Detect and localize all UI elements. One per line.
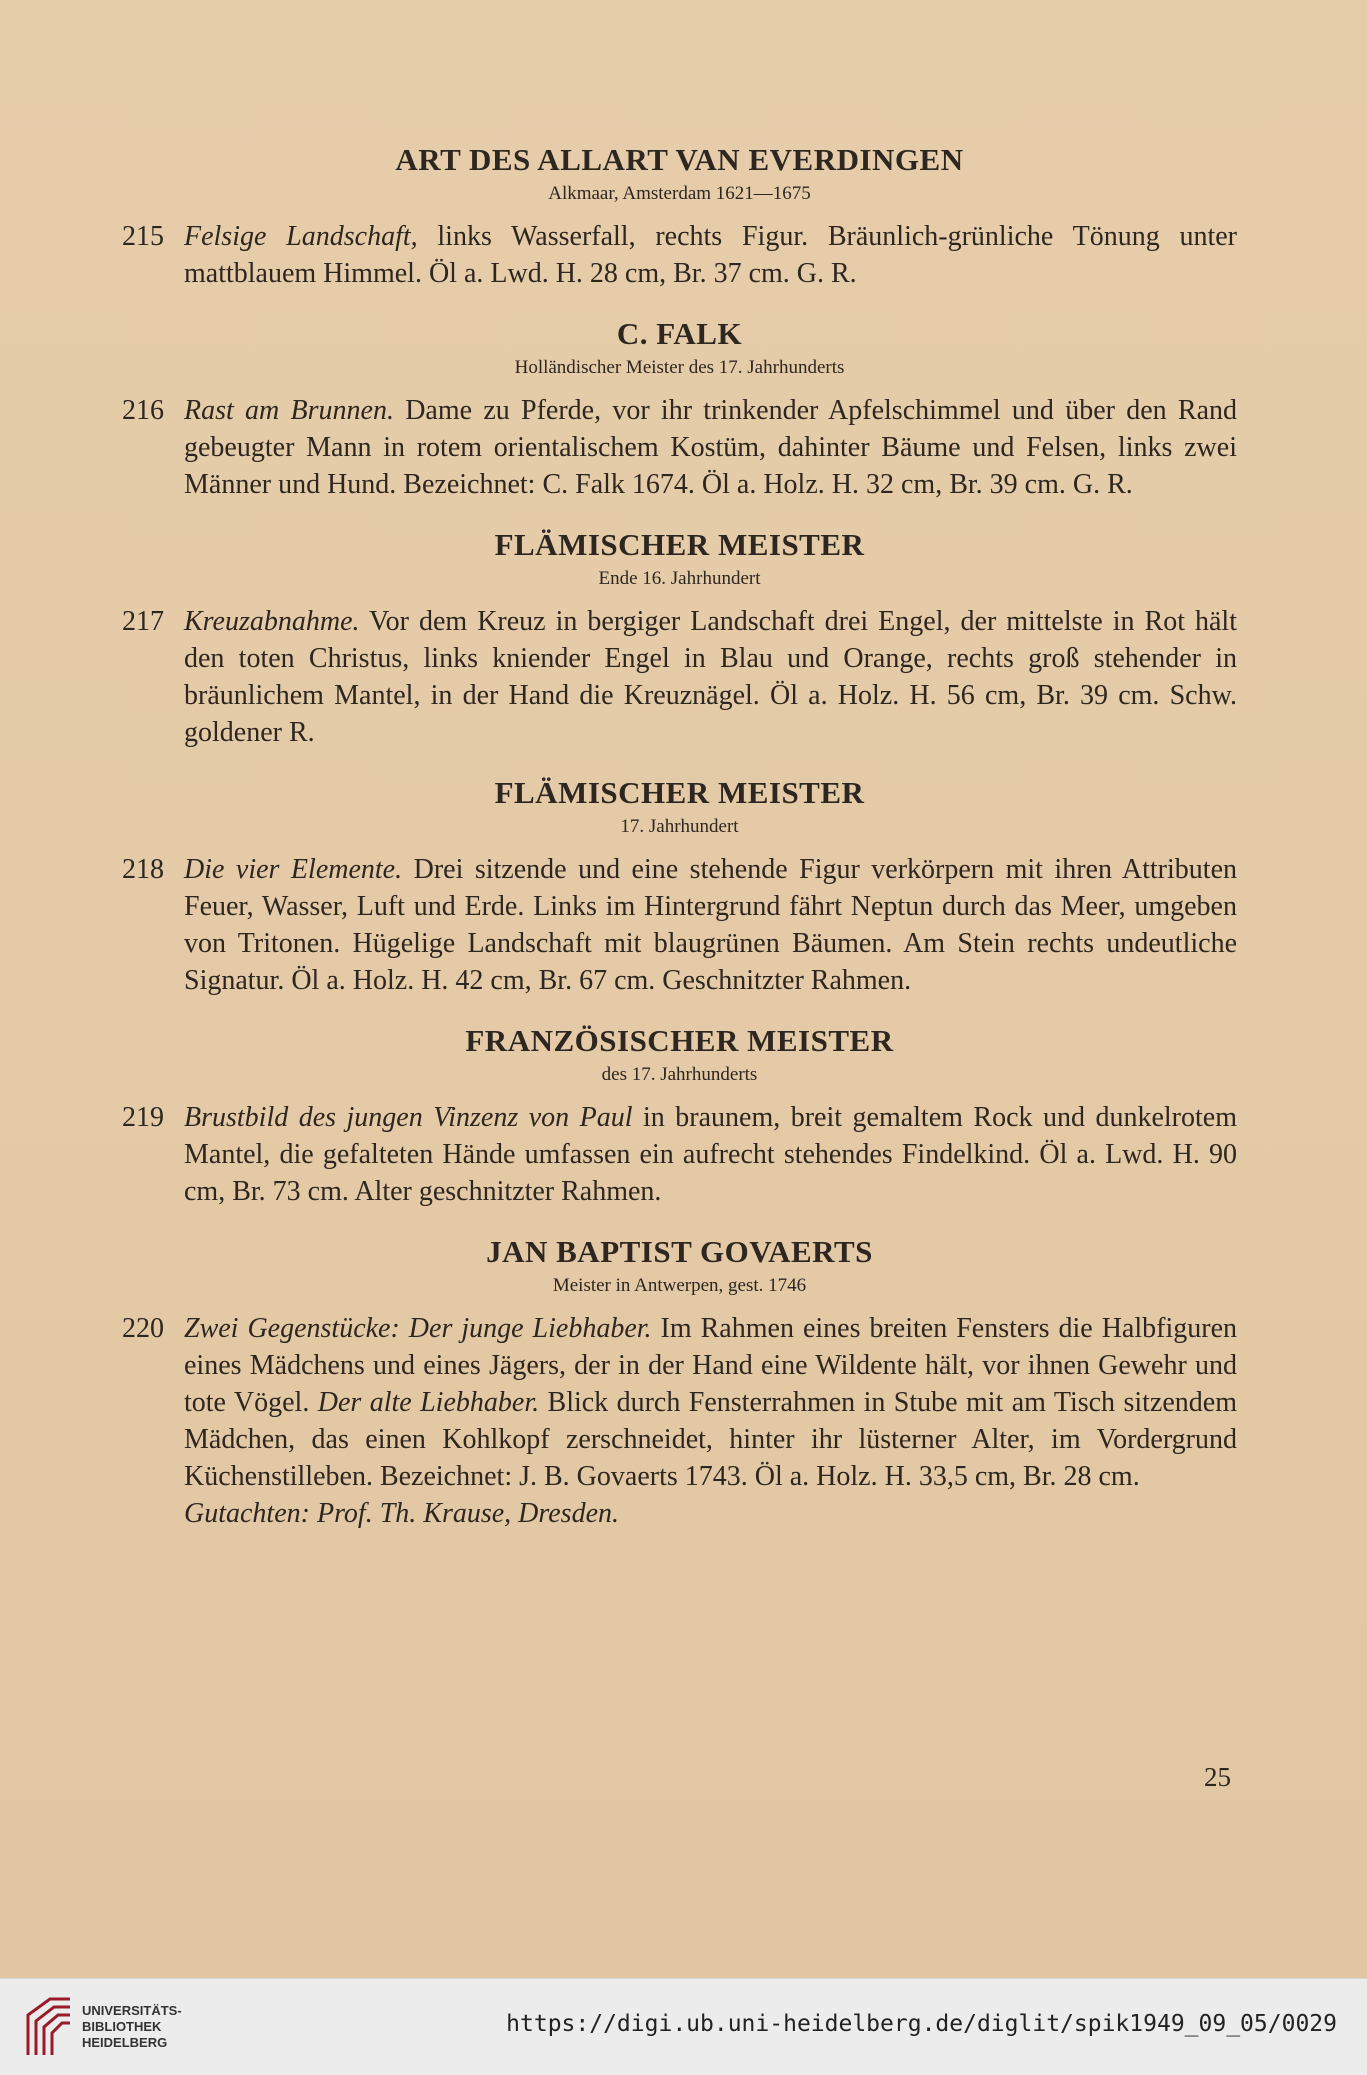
entry-note: Gutachten: Prof. Th. Krause, Dresden. [184, 1498, 619, 1529]
entry-text [184, 218, 1237, 292]
entry-title: Rast am Brunnen. [184, 395, 394, 426]
entry-description: Drei sitzende und eine stehende Figur verkörpern mit ihren Attributen Feuer, Wasser, Luft und Erde. Links im Hintergrund fährt Neptun durch das Meer, umgeben von Tritonen. Hügelige Landschaft mit blaugrünen Bäumen. Am Stein rechts undeutliche Signatur. Öl a. Holz. H. 42 cm, Br. 67 cm. Geschnitzter Rahmen. [184, 854, 1237, 996]
artist-subtitle: Alkmaar, Amsterdam 1621—1675 [548, 183, 811, 204]
entry-number: 219 [122, 1102, 164, 1133]
entry-text [184, 603, 1237, 751]
catalog-entry-219 [122, 1099, 1237, 1210]
artist-heading: FRANZÖSISCHER MEISTER [465, 1023, 894, 1058]
artist-subtitle: des 17. Jahrhunderts [601, 1064, 758, 1085]
entry-description-2: Blick durch Fensterrahmen in Stube mit am Tisch sitzendem Mädchen, das einen Kohlkopf zerschneidet, hinter ihr lüsterner Alter, im Vordergrund Küchenstilleben. Bezeichnet: J. B. Govaerts 1743. Öl a. Holz. H. 33,5 cm, Br. 28 cm. [184, 1387, 1237, 1492]
catalog-entry-217 [122, 603, 1237, 751]
footer-bar [0, 1978, 1367, 2075]
artist-heading: ART DES ALLART VAN EVERDINGEN [395, 142, 964, 177]
entry-description: links Wasserfall, rechts Figur. Bräunlich-grünliche Tönung unter mattblauem Himmel. Öl a. Lwd. H. 28 cm, Br. 37 cm. G. R. [184, 221, 1237, 289]
entry-title: Brustbild des jungen Vinzenz von Paul [184, 1102, 633, 1133]
artist-heading: FLÄMISCHER MEISTER [494, 775, 865, 810]
catalog-entry-218 [122, 851, 1237, 999]
entry-title: Die vier Elemente. [184, 854, 403, 885]
catalog-entry-220 [122, 1310, 1237, 1532]
library-logo-icon [24, 1995, 74, 2059]
library-name-line: HEIDELBERG [82, 2035, 168, 2050]
entry-description: Im Rahmen eines breiten Fensters die Halbfiguren eines Mädchens und eines Jägers, der in der Hand eine Wildente hält, vor ihnen Gewehr und tote Vögel. [184, 1313, 1237, 1418]
page-content [122, 140, 1237, 1554]
entry-title: Kreuzabnahme. [184, 606, 360, 637]
entry-description: Dame zu Pferde, vor ihr trinkender Apfelschimmel und über den Rand gebeugter Mann in rotem orientalischem Kostüm, dahinter Bäume und Felsen, links zwei Männer und Hund. Bezeichnet: C. Falk 1674. Öl a. Holz. H. 32 cm, Br. 39 cm. G. R. [184, 395, 1237, 500]
library-name [82, 2003, 182, 2051]
entry-number: 216 [122, 395, 164, 426]
entry-title-2: Der alte Liebhaber. [309, 1387, 540, 1418]
entry-text [184, 851, 1237, 999]
artist-subtitle: Meister in Antwerpen, gest. 1746 [552, 1275, 807, 1296]
library-name-line: BIBLIOTHEK [82, 2019, 162, 2034]
artist-subtitle: 17. Jahrhundert [620, 816, 739, 837]
entry-number: 215 [122, 221, 164, 252]
entry-title: Zwei Gegenstücke: Der junge Liebhaber. [184, 1313, 652, 1344]
entry-number: 218 [122, 854, 164, 885]
artist-heading: JAN BAPTIST GOVAERTS [486, 1234, 873, 1269]
artist-heading: C. FALK [616, 316, 743, 351]
source-url-link[interactable]: https://digi.ub.uni-heidelberg.de/diglit/spik1949_09_05/0029 [506, 2011, 1337, 2037]
page-number: 25 [1204, 1762, 1231, 1792]
entry-description: in braunem, breit gemaltem Rock und dunkelrotem Mantel, die gefalteten Hände umfassen ein aufrecht stehendes Findelkind. Öl a. Lwd. H. 90 cm, Br. 73 cm. Alter geschnitzter Rahmen. [184, 1102, 1237, 1207]
entry-text [184, 1310, 1237, 1532]
entry-text [184, 392, 1237, 503]
entry-description: Vor dem Kreuz in bergiger Landschaft drei Engel, der mittelste in Rot hält den toten Christus, links kniender Engel in Blau und Orange, rechts groß stehender in bräunlichem Mantel, in der Hand die Kreuznägel. Öl a. Holz. H. 56 cm, Br. 39 cm. Schw. goldener R. [184, 606, 1237, 748]
entry-number: 217 [122, 606, 164, 637]
catalog-entry-215 [122, 218, 1237, 292]
artist-heading: FLÄMISCHER MEISTER [494, 527, 865, 562]
entry-title: Felsige Landschaft, [184, 221, 418, 252]
artist-subtitle: Ende 16. Jahrhundert [598, 568, 761, 589]
entry-text [184, 1099, 1237, 1210]
library-name-line: UNIVERSITÄTS- [82, 2003, 182, 2018]
catalog-entry-216 [122, 392, 1237, 503]
entry-number: 220 [122, 1313, 164, 1344]
artist-subtitle: Holländischer Meister des 17. Jahrhunderts [514, 357, 845, 378]
